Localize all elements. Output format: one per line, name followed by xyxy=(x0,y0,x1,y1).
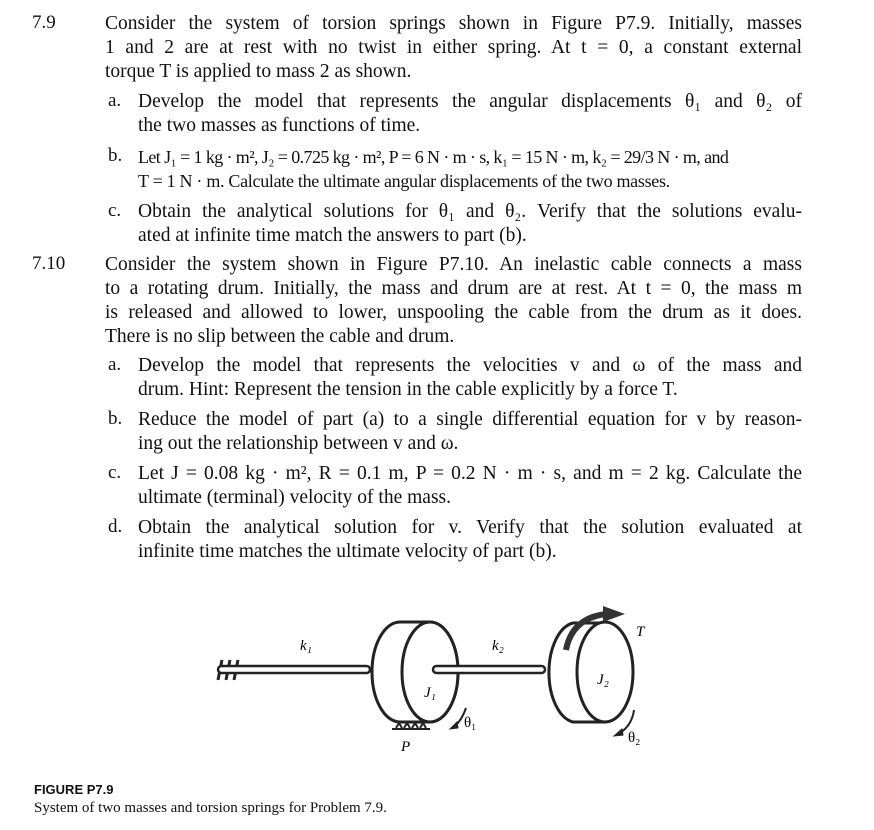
label-theta1: θ₁ xyxy=(464,715,477,731)
part-text-line: drum. Hint: Represent the tension in the cable explicitly by a force T. xyxy=(138,379,678,400)
shaft-k1 xyxy=(218,666,370,673)
part-text-line: Obtain the analytical solution for v. Verify that the solution evaluated at xyxy=(138,517,802,538)
label-p: P xyxy=(401,739,411,755)
part-letter: b. xyxy=(108,145,123,166)
part-letter: c. xyxy=(108,462,122,483)
part-text-line: Develop the model that represents the velocities v and ω of the mass and xyxy=(138,355,802,376)
part-text-line: Let J = 0.08 kg · m², R = 0.1 m, P = 0.2 N · m · s, and m = 2 kg. Calculate the xyxy=(138,463,802,484)
part-text-line: ing out the relationship between v and ω. xyxy=(138,433,459,454)
part-letter: d. xyxy=(108,516,123,537)
label-j1: J₁ xyxy=(424,685,436,701)
label-j2: J₂ xyxy=(597,672,609,688)
part-text-line: ated at infinite time match the answers to part (b). xyxy=(138,225,527,246)
problem-text-line: torque T is applied to mass 2 as shown. xyxy=(105,61,412,82)
part-text-line: Obtain the analytical solutions for θ₁ and θ₂. Verify that the solutions evalu- xyxy=(138,201,802,222)
problem-text-line: 1 and 2 are at rest with no twist in either spring. At t = 0, a constant external xyxy=(105,37,802,58)
part-text-line: infinite time matches the ultimate velocity of part (b). xyxy=(138,541,557,562)
problem-text-line: Consider the system of torsion springs shown in Figure P7.9. Initially, masses xyxy=(105,13,802,34)
damper-p xyxy=(392,723,430,729)
problem-text-line: Consider the system shown in Figure P7.10. An inelastic cable connects a mass xyxy=(105,254,802,275)
problem-text-line: is released and allowed to lower, unspooling the cable from the drum as it does. xyxy=(105,302,802,323)
part-letter: c. xyxy=(108,200,122,221)
part-text-line: ultimate (terminal) velocity of the mass. xyxy=(138,487,451,508)
label-theta2: θ₂ xyxy=(628,730,641,746)
problem-number: 7.9 xyxy=(32,12,56,33)
shaft-k2 xyxy=(433,666,545,673)
problem-text-line: to a rotating drum. Initially, the mass and drum are at rest. At t = 0, the mass m xyxy=(105,278,802,299)
part-letter: a. xyxy=(108,90,122,111)
label-k2: k₂ xyxy=(492,638,504,654)
part-text-line: T = 1 N · m. Calculate the ultimate angular displacements of the two masses. xyxy=(138,171,670,191)
problem-number: 7.10 xyxy=(32,253,66,274)
figure-caption-title: FIGURE P7.9 xyxy=(34,782,114,797)
label-k1: k₁ xyxy=(300,638,312,654)
disk-j2 xyxy=(549,622,633,722)
part-text-line: the two masses as functions of time. xyxy=(138,115,421,136)
figure-caption-text: System of two masses and torsion springs for Problem 7.9. xyxy=(34,800,387,816)
label-t: T xyxy=(636,624,645,640)
torsion-spring-figure xyxy=(0,590,874,770)
part-letter: b. xyxy=(108,408,123,429)
part-letter: a. xyxy=(108,354,122,375)
part-text-line: Develop the model that represents the angular displacements θ₁ and θ₂ of xyxy=(138,91,802,112)
problem-text-line: There is no slip between the cable and drum. xyxy=(105,326,455,347)
part-text-line: Reduce the model of part (a) to a single differential equation for v by reason- xyxy=(138,409,802,430)
part-text-line: Let J₁ = 1 kg · m², J₂ = 0.725 kg · m², P = 6 N · m · s, k₁ = 15 N · m, k₂ = 29/3 N · m, and xyxy=(138,147,729,167)
